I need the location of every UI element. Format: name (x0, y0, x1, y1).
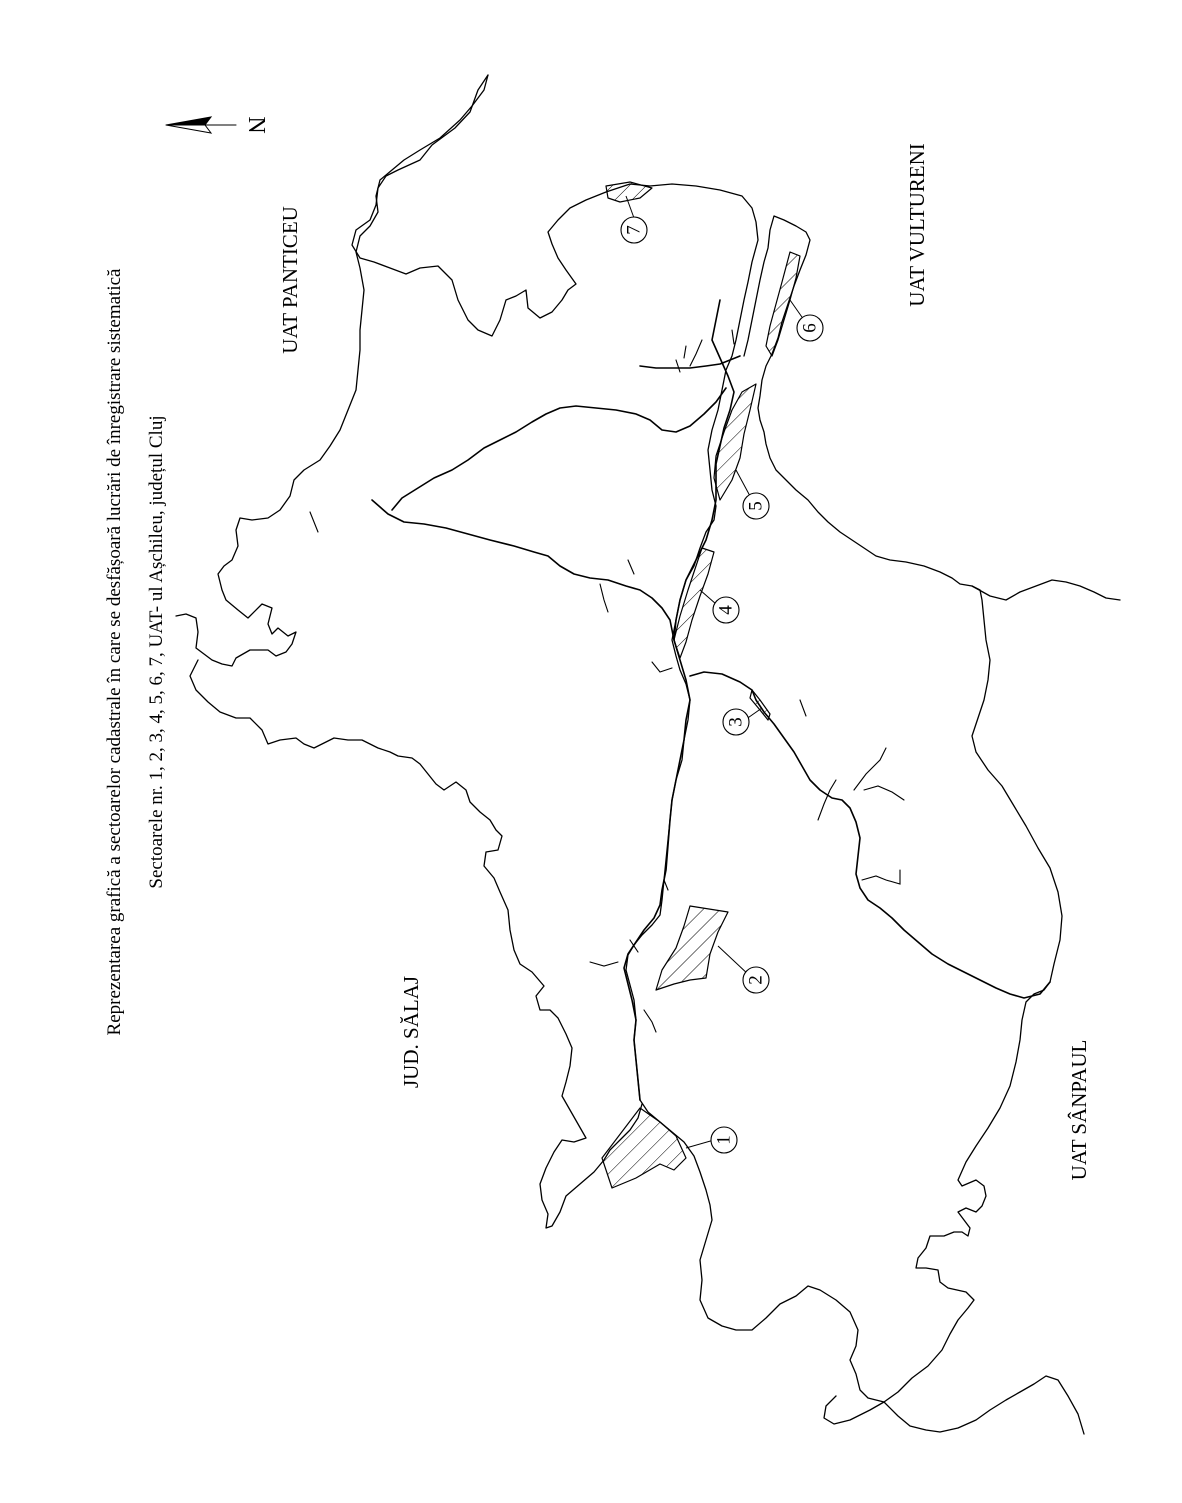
minor-stream (628, 560, 634, 574)
minor-stream (684, 346, 686, 358)
sector-number-3: 3 (725, 717, 747, 727)
sector-marker-6 (790, 300, 823, 341)
north-arrow (166, 116, 269, 133)
north-tributary-line (392, 388, 726, 510)
neighbor-label-east: UAT VULTURENI (905, 143, 929, 307)
neighbor-label-west: JUD. SĂLAJ (399, 975, 423, 1089)
external-boundary-line (352, 75, 1062, 1402)
minor-stream (690, 340, 702, 366)
sector-number-1: 1 (713, 1135, 735, 1145)
title-line-2: Sectoarele nr. 1, 2, 3, 4, 5, 6, 7, UAT- ul Așchileu, județul Cluj (146, 415, 167, 889)
sector-number-4: 4 (715, 605, 737, 615)
title-line-1: Reprezentarea grafică a sectoarelor cadastrale în care se desfășoară lucrări de înregistrare sistematică (104, 268, 125, 1036)
sector-marker-5 (736, 470, 769, 519)
minor-stream (862, 870, 900, 884)
minor-stream (310, 512, 318, 532)
minor-stream (864, 786, 904, 800)
sector-marker-1 (686, 1127, 737, 1153)
west-tributary-line (372, 500, 674, 640)
sector-marker-4 (700, 590, 739, 623)
north-arrow-icon (166, 117, 236, 133)
minor-stream (590, 962, 618, 966)
sector-marker-2 (718, 946, 769, 993)
east-neighbor-line (972, 580, 1120, 600)
stream-network (372, 300, 1050, 1100)
sector-number-6: 6 (799, 323, 821, 333)
minor-stream (818, 780, 836, 820)
territory-boundary (176, 75, 1120, 1434)
minor-stream (644, 1010, 656, 1032)
sector-6-area (766, 252, 800, 356)
cadastral-sectors (602, 182, 800, 1188)
minor-stream (732, 330, 734, 344)
minor-stream (652, 662, 672, 672)
sector-number-7: 7 (623, 225, 645, 235)
minor-stream (676, 360, 680, 372)
sector-number-2: 2 (745, 975, 767, 985)
south-neighbor-line (824, 1376, 1084, 1434)
sector-number-5: 5 (745, 501, 767, 511)
minor-stream (800, 700, 806, 716)
minor-streams (310, 330, 904, 1032)
minor-stream (854, 748, 886, 790)
sector-marker-7 (621, 196, 647, 243)
sector-2-area (656, 906, 728, 990)
sector-marker-3 (723, 708, 762, 735)
sector-3-area (750, 690, 770, 720)
map-title (104, 268, 167, 1035)
north-letter: N (243, 116, 269, 134)
neighbor-label-north: UAT PANTICEU (278, 206, 302, 354)
minor-stream (600, 584, 608, 612)
neighbor-label-south: UAT SÂNPAUL (1067, 1039, 1091, 1181)
minor-stream (664, 880, 668, 890)
sector-1-area (602, 1108, 686, 1188)
